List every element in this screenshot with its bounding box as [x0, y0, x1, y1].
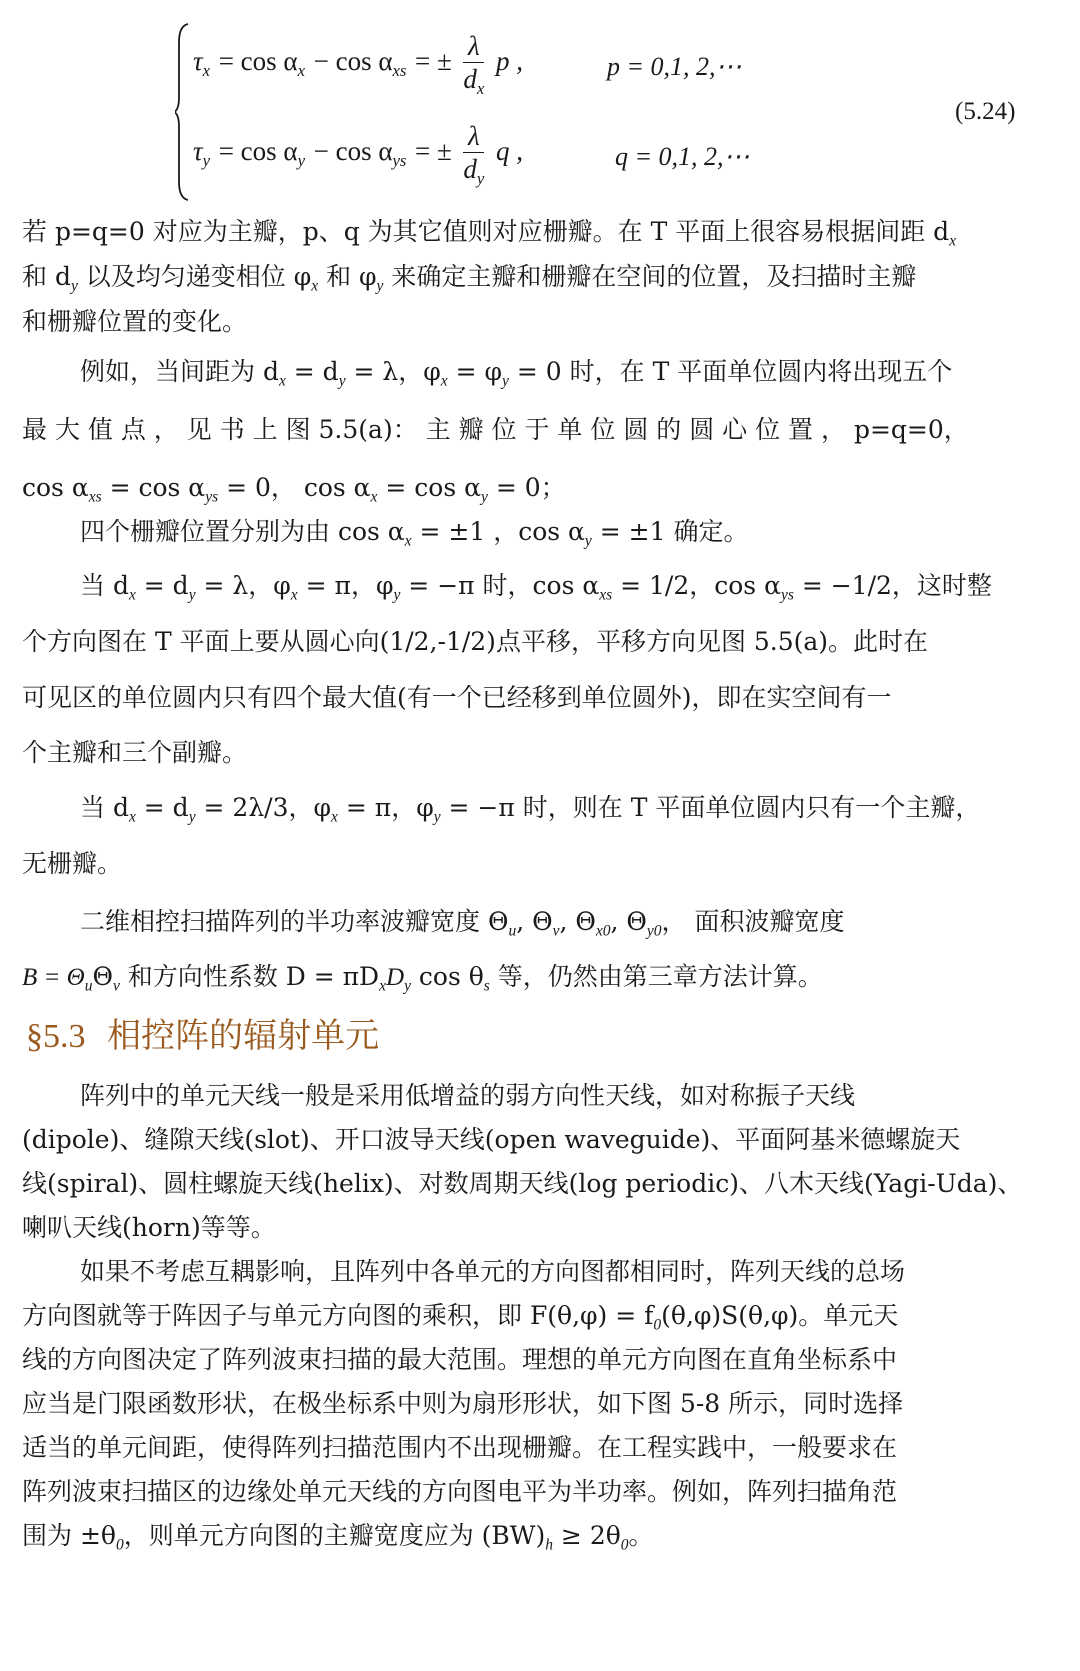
- eq-text: = ±: [415, 136, 452, 166]
- text: = λ，φ: [345, 357, 441, 386]
- subscript: y: [480, 488, 488, 506]
- paragraph-6-line-4: 喇叭天线(horn)等等。: [22, 1213, 276, 1242]
- equation-5-24: [175, 22, 1045, 212]
- subscript: y: [393, 586, 401, 604]
- subscript: x: [128, 808, 136, 826]
- text: = d: [285, 357, 339, 386]
- den-text: d: [463, 64, 477, 94]
- paragraph-7-line-7: [22, 1516, 654, 1552]
- paragraph-7-line-4: 应当是门限函数形状，在极坐标系中则为扇形形状，如下图 5-8 所示，同时选择: [22, 1389, 904, 1418]
- subscript: y: [433, 808, 441, 826]
- fraction-numerator: λ: [463, 30, 484, 63]
- eq-text: − cos α: [313, 46, 393, 76]
- eq-text: = cos α: [218, 46, 298, 76]
- text: ≥ 2θ: [552, 1521, 621, 1550]
- den-text: d: [463, 154, 477, 184]
- text: = π，φ: [297, 571, 394, 600]
- subscript: 0: [115, 1536, 124, 1554]
- text: = 2λ/3，φ: [195, 793, 332, 822]
- subscript: x: [379, 977, 386, 995]
- subscript: x: [290, 586, 298, 604]
- subscript: y: [338, 372, 346, 390]
- text: = π，φ: [337, 793, 434, 822]
- text: 。: [628, 1521, 654, 1550]
- subscript: y0: [646, 922, 662, 940]
- eq-text: − cos α: [313, 136, 393, 166]
- text: ， 面积波瓣宽度: [661, 907, 845, 936]
- subscript: v: [112, 977, 120, 995]
- text: = 0 时，在 T 平面单位圆内将出现五个: [508, 357, 953, 386]
- subscript: y: [476, 168, 485, 188]
- paragraph-6-line-3: 线(spiral)、圆柱螺旋天线(helix)、对数周期天线(log periodic)、八木天线(Yagi-Uda)、: [22, 1169, 1023, 1198]
- text: = ±1 确定。: [591, 517, 749, 546]
- section-heading: [26, 1008, 379, 1057]
- equation-number: (5.24): [955, 98, 1016, 125]
- section-number: §5.3: [26, 1018, 86, 1055]
- paragraph-5-line-2: [22, 957, 823, 993]
- paragraph-1-line-3: 和栅瓣位置的变化。: [22, 307, 248, 336]
- text: 围为 ±θ: [22, 1521, 116, 1550]
- text: = 0；: [487, 473, 566, 502]
- paragraph-4-line-2: 无栅瓣。: [22, 849, 123, 878]
- text: (θ,φ)S(θ,φ)。单元天: [661, 1301, 899, 1330]
- text: 二维相控扫描阵列的半功率波瓣宽度 Θ: [80, 907, 509, 936]
- eq-text: = ±: [415, 46, 452, 76]
- fraction: [463, 120, 485, 188]
- text: Θ: [92, 962, 113, 991]
- subscript: x0: [595, 922, 611, 940]
- subscript: ys: [392, 150, 407, 170]
- text: , Θ: [559, 907, 596, 936]
- subscript: u: [508, 922, 517, 940]
- subscript: x: [370, 488, 378, 506]
- text: = −π 时，cos α: [400, 571, 600, 600]
- subscript: y: [70, 277, 78, 295]
- text: = 0， cos α: [218, 473, 371, 502]
- subscript: x: [297, 60, 306, 80]
- paragraph-2-line-2: 最 大 值 点 ， 见 书 上 图 5.5(a)： 主 瓣 位 于 单 位 圆 的 圆 心 位 置 ， p=q=0，: [22, 415, 969, 444]
- eq-text: q ,: [495, 136, 523, 166]
- fraction-denominator: [463, 63, 485, 98]
- equation-condition-p: p = 0,1, 2,⋯: [607, 52, 742, 81]
- text: = d: [135, 793, 189, 822]
- paragraph-4-line-1: [80, 788, 980, 824]
- text: = λ，φ: [195, 571, 291, 600]
- section-title: 相控阵的辐射单元: [107, 1016, 380, 1056]
- text: 和方向性系数 D = πD: [119, 962, 380, 991]
- tau-y-symbol: τ: [193, 136, 203, 166]
- text: = cos α: [101, 473, 206, 502]
- equation-line-1: [193, 30, 523, 98]
- text: B = Θ: [22, 964, 85, 991]
- subscript: x: [440, 372, 448, 390]
- subscript: x: [311, 277, 319, 295]
- paragraph-2-line-1: [80, 352, 952, 388]
- text: , Θ: [610, 907, 647, 936]
- paragraph-7-line-3: 线的方向图决定了阵列波束扫描的最大范围。理想的单元方向图在直角坐标系中: [22, 1345, 898, 1374]
- text: = φ: [447, 357, 503, 386]
- subscript: 0: [653, 1316, 662, 1334]
- subscript: xs: [88, 488, 102, 506]
- fraction-denominator: [463, 153, 485, 188]
- subscript: y: [404, 977, 411, 995]
- subscript: ys: [780, 586, 794, 604]
- subscript: y: [376, 277, 384, 295]
- text: 等，仍然由第三章方法计算。: [489, 962, 823, 991]
- paragraph-7-line-1: 如果不考虑互耦影响，且阵列中各单元的方向图都相同时，阵列天线的总场: [80, 1257, 906, 1286]
- paragraph-3-line-1: [80, 566, 992, 602]
- subscript: v: [552, 922, 560, 940]
- subscript: x: [404, 532, 412, 550]
- equation-condition-q: q = 0,1, 2,⋯: [615, 142, 750, 171]
- text: = ±1 ，cos α: [411, 517, 585, 546]
- text: 和 φ: [318, 262, 377, 291]
- paragraph-7-line-2: [22, 1296, 898, 1332]
- subscript: x: [128, 586, 136, 604]
- equation-line-2: [193, 120, 523, 188]
- subscript: xs: [392, 60, 407, 80]
- eq-text: = cos α: [218, 136, 298, 166]
- text: 若 p=q=0 对应为主瓣，p、q 为其它值则对应栅瓣。在 T 平面上很容易根据间距 d: [22, 217, 950, 246]
- paragraph-7-line-6: 阵列波束扫描区的边缘处单元天线的方向图电平为半功率。例如，阵列扫描角范: [22, 1477, 898, 1506]
- text: 当 d: [80, 793, 129, 822]
- text: ，则单元方向图的主瓣宽度应为 (BW): [123, 1521, 546, 1550]
- fraction-numerator: λ: [463, 120, 484, 153]
- subscript: s: [483, 977, 490, 995]
- subscript: x: [331, 808, 338, 826]
- subscript: y: [188, 808, 196, 826]
- text: cos α: [22, 473, 89, 502]
- text: = d: [135, 571, 189, 600]
- text: = cos α: [377, 473, 481, 502]
- paragraph-6-line-2: (dipole)、缝隙天线(slot)、开口波导天线(open waveguide)、平面阿基米德螺旋天: [22, 1125, 961, 1154]
- text: 和 d: [22, 262, 71, 291]
- subscript: x: [476, 78, 485, 98]
- paragraph-1-line-1: [22, 212, 956, 248]
- paragraph-3-line-2: 个方向图在 T 平面上要从圆心向(1/2,-1/2)点平移，平移方向见图 5.5(a)。此时在: [22, 627, 929, 656]
- subscript: x: [949, 232, 957, 250]
- subscript: y: [202, 150, 211, 170]
- text: = −π 时，则在 T 平面单位圆内只有一个主瓣，: [440, 793, 981, 822]
- subscript: y: [297, 150, 306, 170]
- text: 例如，当间距为 d: [80, 357, 279, 386]
- subscript: y: [584, 532, 592, 550]
- paragraph-7-line-5: 适当的单元间距，使得阵列扫描范围内不出现栅瓣。在工程实践中，一般要求在: [22, 1433, 898, 1462]
- text: = 1/2，cos α: [612, 571, 781, 600]
- text: = −1/2，这时整: [793, 571, 992, 600]
- subscript: u: [84, 977, 93, 995]
- paragraph-2-line-4: [80, 512, 748, 548]
- paragraph-1-line-2: [22, 257, 916, 293]
- eq-text: p ,: [495, 46, 523, 76]
- subscript: h: [545, 1536, 553, 1554]
- subscript: y: [188, 586, 196, 604]
- subscript: y: [502, 372, 509, 390]
- subscript: x: [278, 372, 286, 390]
- paragraph-3-line-4: 个主瓣和三个副瓣。: [22, 738, 248, 767]
- subscript: ys: [205, 488, 219, 506]
- text: , Θ: [516, 907, 553, 936]
- text: 来确定主瓣和栅瓣在空间的位置，及扫描时主瓣: [383, 262, 917, 291]
- paragraph-5-line-1: [80, 902, 845, 938]
- tau-x-symbol: τ: [193, 46, 203, 76]
- subscript: x: [202, 60, 211, 80]
- paragraph-3-line-3: 可见区的单位圆内只有四个最大值(有一个已经移到单位圆外)，即在实空间有一: [22, 683, 892, 712]
- fraction: [463, 30, 485, 98]
- text: 以及均匀递变相位 φ: [77, 262, 312, 291]
- text: cos θ: [410, 962, 484, 991]
- paragraph-2-line-3: [22, 468, 566, 504]
- paragraph-6-line-1: 阵列中的单元天线一般是采用低增益的弱方向性天线，如对称振子天线: [80, 1081, 856, 1110]
- subscript: xs: [599, 586, 613, 604]
- text: 四个栅瓣位置分别为由 cos α: [80, 517, 405, 546]
- left-brace-icon: [175, 22, 189, 202]
- subscript: 0: [620, 1536, 629, 1554]
- text: 方向图就等于阵因子与单元方向图的乘积，即 F(θ,φ) = f: [22, 1301, 654, 1330]
- text: D: [386, 964, 405, 991]
- text: 当 d: [80, 571, 129, 600]
